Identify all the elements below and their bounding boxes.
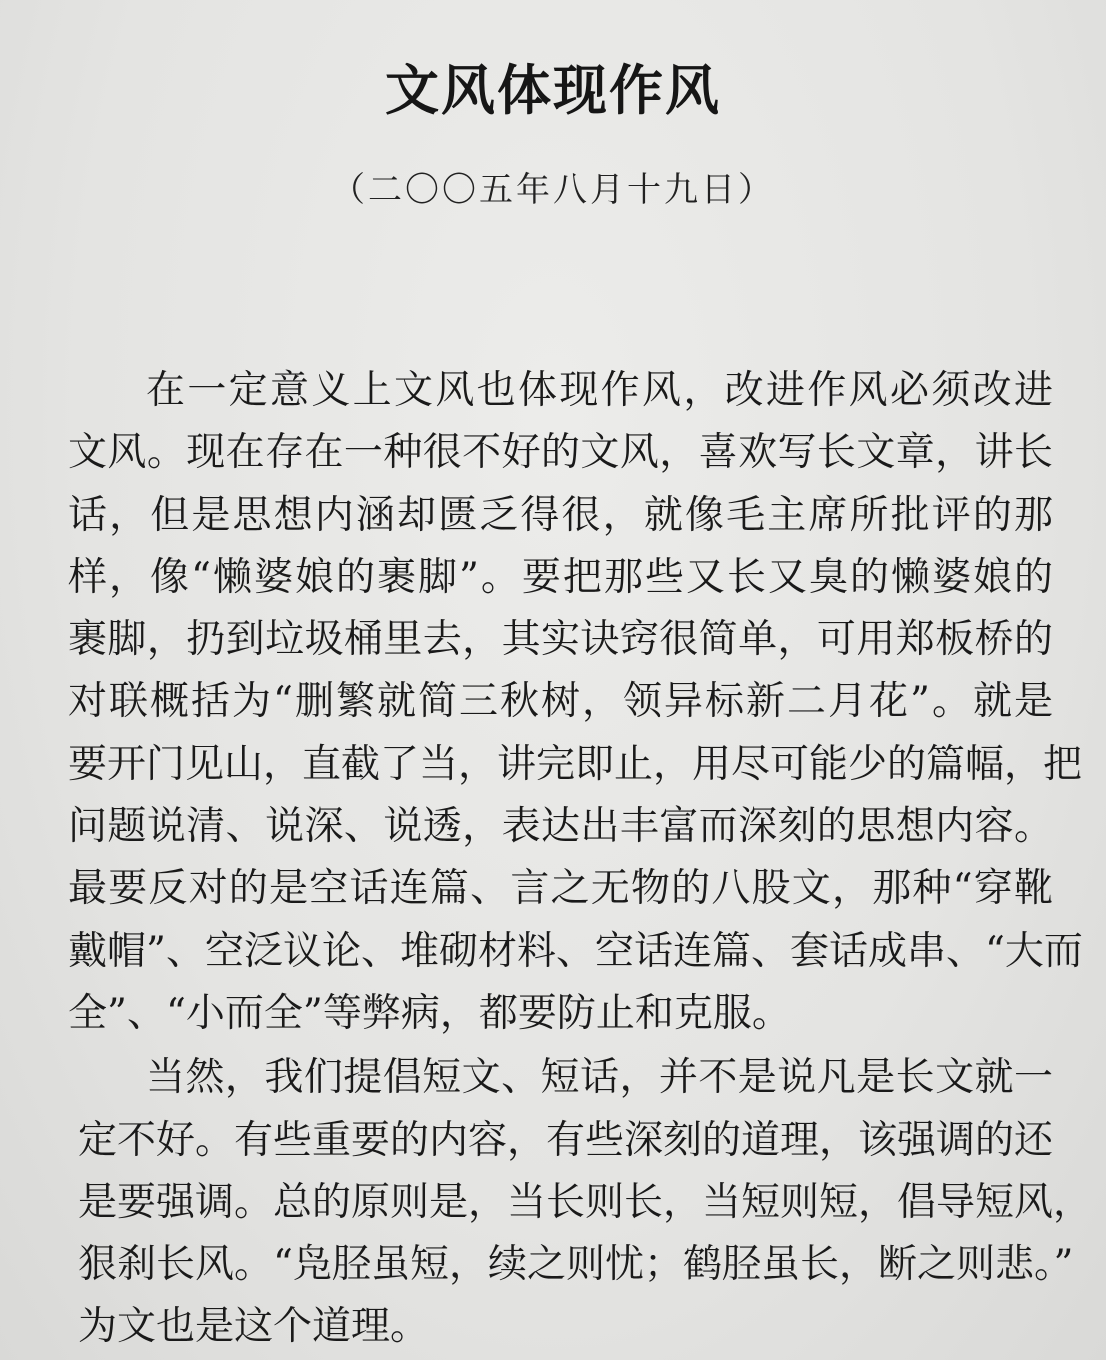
article-body: [68, 360, 1093, 1359]
text-line: 戴帽”、空泛议论、堆砌材料、空话连篇、套话成串、“大而: [68, 928, 1083, 974]
text-line: 问题说清、说深、说透，表达出丰富而深刻的思想内容。: [68, 804, 1053, 850]
text-line: 为文也是这个道理。: [78, 1304, 430, 1350]
text-line: 话，但是思想内涵却匮乏得很，就像毛主席所批评的那: [68, 492, 1053, 538]
article-date: （二〇〇五年八月十九日）: [331, 170, 775, 210]
text-line: 全”、“小而全”等弊病，都要防止和克服。: [68, 990, 791, 1036]
text-line: 对联概括为“删繁就简三秋树，领异标新二月花”。就是: [68, 679, 1053, 725]
text-line: 最要反对的是空话连篇、言之无物的八股文，那种“穿靴: [68, 866, 1053, 912]
text-line: 当然，我们提倡短文、短话，并不是说凡是长文就一: [146, 1055, 1053, 1101]
text-line: 定不好。有些重要的内容，有些深刻的道理，该强调的还: [78, 1117, 1054, 1163]
text-line: 要开门见山，直截了当，讲完即止，用尽可能少的篇幅，把: [68, 741, 1083, 787]
text-line: 在一定意义上文风也体现作风，改进作风必须改进: [146, 368, 1053, 413]
article-title: 文风体现作风: [385, 59, 721, 122]
text-line: 狠刹长风。“凫胫虽短，续之则忧；鹤胫虽长，断之则悲。”: [78, 1242, 1074, 1288]
text-line: 文风。现在存在一种很不好的文风，喜欢写长文章，讲长: [68, 430, 1053, 476]
text-line: 裹脚，扔到垃圾桶里去，其实诀窍很简单，可用郑板桥的: [68, 617, 1053, 663]
text-line: 样，像“懒婆娘的裹脚”。要把那些又长又臭的懒婆娘的: [68, 554, 1053, 600]
text-line: 是要强调。总的原则是，当长则长，当短则短，倡导短风，: [78, 1179, 1093, 1225]
